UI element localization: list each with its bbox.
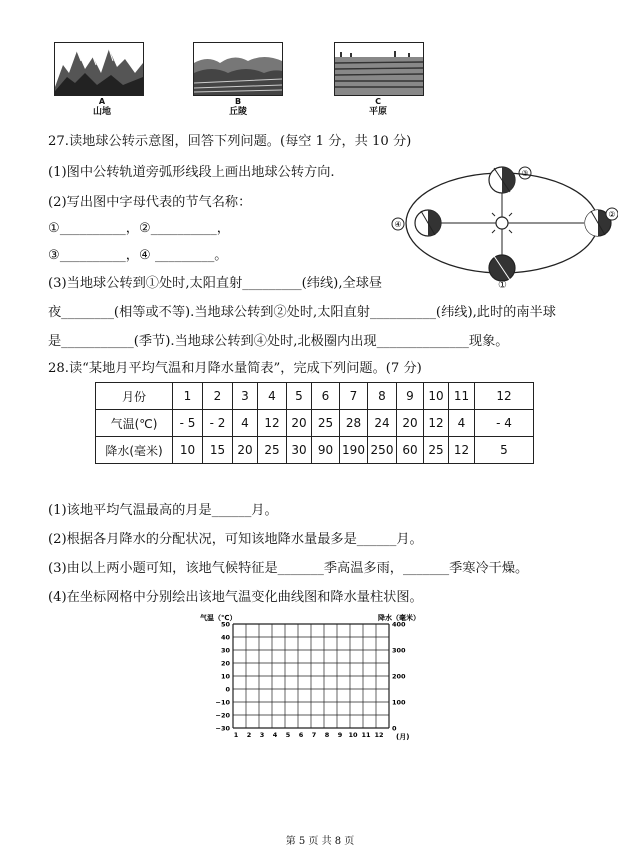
- left-axis-tick-label: 20: [220, 659, 230, 668]
- q28-sub3: (3)由以上两小题可知，该地气候特征是_______季高温多雨，_______季寒冷干燥。: [48, 561, 529, 576]
- left-axis-tick-label: 30: [220, 646, 230, 655]
- landform-caption-b: B 丘陵: [228, 97, 247, 117]
- landform-picture-hills: [193, 42, 283, 96]
- temp-cell: 24: [368, 410, 397, 437]
- q27-blanks-row2[interactable]: ③__________，④ _________。: [48, 248, 228, 263]
- table-row-temperature: [96, 410, 534, 437]
- grid-right-title: 降水（毫米）: [378, 614, 420, 622]
- x-axis-tick-label: 10: [348, 731, 358, 739]
- earth-position-3: [489, 167, 531, 193]
- x-axis-tick-label: 12: [374, 731, 384, 739]
- label-position-2: ②: [608, 210, 616, 219]
- row-label-precipitation: 降水(毫米): [96, 437, 173, 464]
- left-axis-tick-label: −20: [215, 711, 230, 720]
- q27-part1: (1)图中公转轨道旁弧形线段上画出地球公转方向.: [48, 165, 335, 180]
- table-row-precipitation: [96, 437, 534, 464]
- q27-part3b: 夜________(相等或不等).当地球公转到②处时,太阳直射__________(纬线),此时的南半球: [48, 305, 556, 320]
- month-cell: 5: [287, 383, 312, 410]
- landform-picture-mountain: [54, 42, 144, 96]
- grid-lines: [233, 624, 389, 728]
- x-axis-tick-label: 4: [272, 731, 278, 739]
- left-axis-tick-label: −10: [215, 698, 230, 707]
- month-cell: 9: [397, 383, 424, 410]
- grid-left-title: 气温（℃）: [200, 614, 237, 622]
- blank-climate-grid: [196, 608, 426, 744]
- earth-orbit-diagram: [388, 160, 618, 286]
- month-cell: 4: [258, 383, 287, 410]
- left-axis-tick-label: 40: [220, 633, 230, 642]
- landform-picture-plain: [334, 42, 424, 96]
- label-position-4: ④: [394, 220, 402, 229]
- precip-cell: 15: [203, 437, 233, 464]
- left-axis-tick-label: 0: [225, 685, 230, 694]
- month-cell: 10: [424, 383, 449, 410]
- precip-cell: 25: [258, 437, 287, 464]
- x-axis-tick-label: 1: [233, 731, 239, 739]
- x-axis-tick-label: 7: [311, 731, 317, 739]
- q27-part3c: 是___________(季节).当地球公转到④处时,北极圈内出现______________现象。: [48, 334, 509, 349]
- temp-cell: 20: [397, 410, 424, 437]
- row-label-month: 月份: [96, 383, 173, 410]
- x-axis-tick-label: 2: [246, 731, 252, 739]
- month-cell: 3: [233, 383, 258, 410]
- climate-table: [95, 382, 534, 464]
- right-axis-tick-label: 100: [392, 698, 406, 707]
- right-axis-tick-label: 0: [392, 724, 397, 733]
- x-axis-tick-label: 9: [337, 731, 343, 739]
- temp-cell: 20: [287, 410, 312, 437]
- precip-cell: 90: [312, 437, 340, 464]
- precip-cell: 12: [449, 437, 475, 464]
- x-axis-tick-label: 8: [324, 731, 330, 739]
- q28-sub1: (1)该地平均气温最高的月是______月。: [48, 503, 278, 518]
- precip-cell: 10: [173, 437, 203, 464]
- q27-blanks-row1[interactable]: ①__________，②__________，: [48, 221, 230, 236]
- row-label-temperature: 气温(℃): [96, 410, 173, 437]
- temp-cell: 12: [258, 410, 287, 437]
- left-axis-tick-label: 10: [220, 672, 230, 681]
- precip-cell: 25: [424, 437, 449, 464]
- q27-part2: (2)写出图中字母代表的节气名称：: [48, 195, 252, 210]
- table-row-months: [96, 383, 534, 410]
- precip-cell: 20: [233, 437, 258, 464]
- temp-cell: - 5: [173, 410, 203, 437]
- q28-sub2: (2)根据各月降水的分配状况，可知该地降水量最多是______月。: [48, 532, 423, 547]
- month-cell: 7: [340, 383, 368, 410]
- x-axis-tick-label: 11: [361, 731, 371, 739]
- page-footer: 第 5 页 共 8 页: [285, 836, 355, 847]
- right-axis-tick-label: 200: [392, 672, 406, 681]
- month-cell: 11: [449, 383, 475, 410]
- temp-cell: - 4: [475, 410, 534, 437]
- month-cell: 12: [475, 383, 534, 410]
- x-axis-tick-label: 5: [285, 731, 291, 739]
- precip-cell: 250: [368, 437, 397, 464]
- earth-position-2: [585, 208, 618, 236]
- landform-caption-a: A 山地: [92, 97, 111, 117]
- temp-cell: 12: [424, 410, 449, 437]
- precip-cell: 190: [340, 437, 368, 464]
- grid-x-unit: (月): [396, 733, 410, 741]
- q28-title: 28.读“某地月平均气温和月降水量简表”，完成下列问题。(7 分): [48, 361, 422, 376]
- label-position-3: ③: [521, 169, 529, 178]
- x-axis-tick-label: 6: [298, 731, 304, 739]
- earth-position-4: [392, 210, 441, 236]
- temp-cell: 25: [312, 410, 340, 437]
- temp-cell: 4: [233, 410, 258, 437]
- q27-title: 27.读地球公转示意图，回答下列问题。(每空 1 分，共 10 分): [48, 134, 412, 149]
- x-axis-tick-label: 3: [259, 731, 265, 739]
- right-axis-tick-label: 400: [392, 620, 406, 629]
- left-axis-tick-label: −30: [215, 724, 230, 733]
- label-position-1: ①: [498, 280, 507, 291]
- q28-sub4: (4)在坐标网格中分别绘出该地气温变化曲线图和降水量柱状图。: [48, 590, 423, 605]
- temp-cell: - 2: [203, 410, 233, 437]
- earth-position-1: [489, 255, 515, 281]
- month-cell: 8: [368, 383, 397, 410]
- precip-cell: 30: [287, 437, 312, 464]
- month-cell: 2: [203, 383, 233, 410]
- precip-cell: 5: [475, 437, 534, 464]
- month-cell: 6: [312, 383, 340, 410]
- right-axis-tick-label: 300: [392, 646, 406, 655]
- temp-cell: 4: [449, 410, 475, 437]
- temp-cell: 28: [340, 410, 368, 437]
- month-cell: 1: [173, 383, 203, 410]
- precip-cell: 60: [397, 437, 424, 464]
- landform-caption-c: C 平原: [368, 97, 387, 117]
- left-axis-tick-label: 50: [220, 620, 230, 629]
- q27-part3a: (3)当地球公转到①处时,太阳直射_________(纬线),全球昼: [48, 276, 383, 291]
